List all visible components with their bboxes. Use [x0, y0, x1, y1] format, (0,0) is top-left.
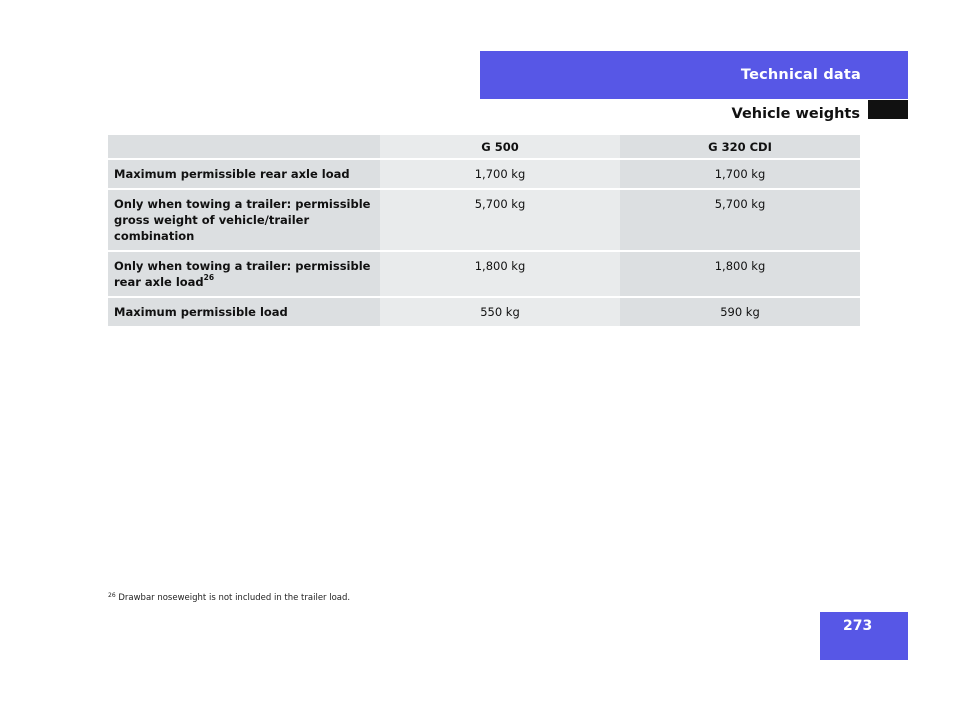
- row-label: [108, 190, 380, 250]
- section-marker: [868, 100, 908, 119]
- cell-g320-cdi: 5,700 kg: [620, 190, 860, 250]
- column-header-label: [108, 135, 380, 158]
- row-label-text: Maximum permissible load: [114, 305, 288, 319]
- row-label: [108, 298, 380, 326]
- table-row: [108, 252, 860, 296]
- column-header-g320-cdi: G 320 CDI: [620, 135, 860, 158]
- row-label-text: Only when towing a trailer: permissible gross weight of vehicle/trailer combination: [114, 197, 371, 243]
- cell-g500: 1,700 kg: [380, 160, 620, 188]
- page-number: 273: [820, 612, 908, 660]
- footnote: [108, 593, 350, 603]
- table-row: [108, 298, 860, 326]
- cell-g320-cdi: 1,700 kg: [620, 160, 860, 188]
- column-header-g500: G 500: [380, 135, 620, 158]
- table-row: [108, 160, 860, 188]
- table-header-row: [108, 135, 860, 158]
- section-title: Vehicle weights: [731, 106, 860, 122]
- row-label: [108, 160, 380, 188]
- cell-g320-cdi: 1,800 kg: [620, 252, 860, 296]
- cell-g500: 550 kg: [380, 298, 620, 326]
- cell-g500: 5,700 kg: [380, 190, 620, 250]
- footnote-number: 26: [108, 592, 116, 599]
- row-label-text: Maximum permissible rear axle load: [114, 167, 350, 181]
- chapter-tab: Technical data: [480, 51, 908, 99]
- table-row: [108, 190, 860, 250]
- cell-g320-cdi: 590 kg: [620, 298, 860, 326]
- footnote-text: Drawbar noseweight is not included in the trailer load.: [118, 593, 351, 603]
- row-label-text: Only when towing a trailer: permissible rear axle load: [114, 259, 371, 289]
- row-label: [108, 252, 380, 296]
- row-footnote-ref: 26: [203, 273, 215, 282]
- vehicle-weights-table: [108, 133, 860, 328]
- cell-g500: 1,800 kg: [380, 252, 620, 296]
